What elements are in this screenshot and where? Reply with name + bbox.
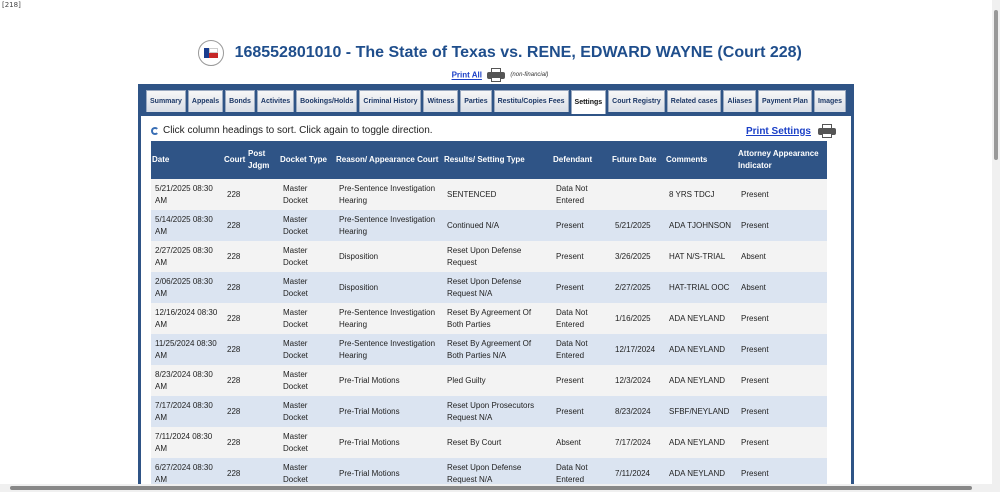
tab-activites[interactable]: Activites xyxy=(257,90,294,112)
table-cell: 228 xyxy=(223,458,247,489)
table-cell: Present xyxy=(737,396,827,427)
table-cell: Reset Upon Prosecutors Request N/A xyxy=(443,396,552,427)
table-cell: 8/23/2024 08:30 AM xyxy=(151,365,223,396)
table-cell: Data Not Entered xyxy=(552,179,611,210)
table-cell xyxy=(247,272,279,303)
column-header-reason-appearance-court[interactable]: Reason/ Appearance Court xyxy=(335,141,443,179)
table-cell: Disposition xyxy=(335,241,443,272)
refresh-icon[interactable] xyxy=(151,127,159,135)
column-header-court[interactable]: Court xyxy=(223,141,247,179)
table-cell: Disposition xyxy=(335,272,443,303)
table-cell: Present xyxy=(737,427,827,458)
column-header-results-setting-type[interactable]: Results/ Setting Type xyxy=(443,141,552,179)
table-cell: 7/17/2024 08:30 AM xyxy=(151,396,223,427)
table-cell: Pre-Sentence Investigation Hearing xyxy=(335,303,443,334)
table-cell: ADA NEYLAND xyxy=(665,303,737,334)
table-cell: Pre-Sentence Investigation Hearing xyxy=(335,210,443,241)
table-cell: Pre-Sentence Investigation Hearing xyxy=(335,179,443,210)
table-cell: Present xyxy=(737,303,827,334)
table-cell: 7/17/2024 xyxy=(611,427,665,458)
table-cell: Continued N/A xyxy=(443,210,552,241)
column-header-date[interactable]: Date xyxy=(151,141,223,179)
texas-seal-icon xyxy=(198,40,224,66)
table-cell xyxy=(247,427,279,458)
table-cell: 12/17/2024 xyxy=(611,334,665,365)
table-row xyxy=(151,365,827,396)
table-cell: Master Docket xyxy=(279,458,335,489)
table-cell: Reset By Agreement Of Both Parties N/A xyxy=(443,334,552,365)
printer-icon[interactable] xyxy=(487,68,505,82)
table-cell: 2/27/2025 xyxy=(611,272,665,303)
table-cell: Reset Upon Defense Request N/A xyxy=(443,272,552,303)
tab-bookings-holds[interactable]: Bookings/Holds xyxy=(296,90,357,112)
table-cell: Present xyxy=(552,241,611,272)
table-cell: Data Not Entered xyxy=(552,334,611,365)
column-header-future-date[interactable]: Future Date xyxy=(611,141,665,179)
table-cell: 8 YRS TDCJ xyxy=(665,179,737,210)
table-cell: ADA NEYLAND xyxy=(665,365,737,396)
tab-settings[interactable]: Settings xyxy=(571,90,607,114)
table-cell: Master Docket xyxy=(279,210,335,241)
table-cell: Pre-Trial Motions xyxy=(335,396,443,427)
table-cell: Present xyxy=(737,210,827,241)
tab-aliases[interactable]: Aliases xyxy=(723,90,756,112)
table-cell: Master Docket xyxy=(279,272,335,303)
table-cell: 6/27/2024 08:30 AM xyxy=(151,458,223,489)
tab-summary[interactable]: Summary xyxy=(146,90,186,112)
table-cell xyxy=(247,179,279,210)
table-cell xyxy=(247,210,279,241)
print-all-link[interactable]: Print All xyxy=(451,70,482,80)
settings-content xyxy=(141,116,851,492)
title-row xyxy=(0,40,1000,70)
table-cell: Pre-Sentence Investigation Hearing xyxy=(335,334,443,365)
table-cell: 7/11/2024 08:30 AM xyxy=(151,427,223,458)
table-cell: ADA NEYLAND xyxy=(665,427,737,458)
table-cell: Pre-Trial Motions xyxy=(335,365,443,396)
table-cell: SFBF/NEYLAND xyxy=(665,396,737,427)
table-cell: 11/25/2024 08:30 AM xyxy=(151,334,223,365)
table-cell: 7/11/2024 xyxy=(611,458,665,489)
table-cell: Pre-Trial Motions xyxy=(335,458,443,489)
table-cell: 228 xyxy=(223,365,247,396)
table-cell xyxy=(611,179,665,210)
table-cell: Present xyxy=(737,334,827,365)
table-row xyxy=(151,334,827,365)
tab-related-cases[interactable]: Related cases xyxy=(667,90,722,112)
table-cell: ADA NEYLAND xyxy=(665,334,737,365)
tab-parties[interactable]: Parties xyxy=(460,90,491,112)
table-cell: HAT N/S-TRIAL xyxy=(665,241,737,272)
table-row xyxy=(151,241,827,272)
table-row xyxy=(151,210,827,241)
table-cell: Present xyxy=(552,396,611,427)
sort-hint xyxy=(151,125,433,136)
table-cell: 228 xyxy=(223,303,247,334)
table-cell xyxy=(247,241,279,272)
print-settings xyxy=(746,124,839,138)
table-cell: Master Docket xyxy=(279,365,335,396)
tab-appeals[interactable]: Appeals xyxy=(188,90,223,112)
settings-table xyxy=(151,141,827,489)
table-cell: 5/21/2025 xyxy=(611,210,665,241)
table-row xyxy=(151,179,827,210)
table-cell: Master Docket xyxy=(279,396,335,427)
vertical-scrollbar[interactable] xyxy=(992,0,1000,492)
table-cell: Data Not Entered xyxy=(552,458,611,489)
non-financial-note: (non-financial) xyxy=(510,72,549,78)
table-cell xyxy=(247,396,279,427)
corner-label: [218] xyxy=(2,1,21,9)
table-cell: 228 xyxy=(223,427,247,458)
table-row xyxy=(151,272,827,303)
table-cell: 12/3/2024 xyxy=(611,365,665,396)
column-header-comments[interactable]: Comments xyxy=(665,141,737,179)
table-cell: 8/23/2024 xyxy=(611,396,665,427)
table-cell: HAT-TRIAL OOC xyxy=(665,272,737,303)
table-cell: Present xyxy=(737,458,827,489)
vertical-scroll-thumb[interactable] xyxy=(994,10,998,160)
table-cell: Reset By Court xyxy=(443,427,552,458)
table-cell: 5/14/2025 08:30 AM xyxy=(151,210,223,241)
tab-bar xyxy=(146,90,848,114)
table-cell: 228 xyxy=(223,334,247,365)
table-cell: 228 xyxy=(223,272,247,303)
table-cell: 1/16/2025 xyxy=(611,303,665,334)
tab-payment-plan[interactable]: Payment Plan xyxy=(758,90,812,112)
case-panel xyxy=(138,84,854,492)
table-row xyxy=(151,303,827,334)
print-settings-link[interactable]: Print Settings xyxy=(745,125,811,137)
tab-criminal-history[interactable]: Criminal History xyxy=(359,90,421,112)
printer-icon[interactable] xyxy=(818,124,836,138)
case-title: 168552801010 - The State of Texas vs. RENE, EDWARD WAYNE (Court 228) xyxy=(234,44,802,61)
table-cell: Master Docket xyxy=(279,334,335,365)
table-cell: 3/26/2025 xyxy=(611,241,665,272)
table-cell: Reset Upon Defense Request xyxy=(443,241,552,272)
column-header-defendant[interactable]: Defendant xyxy=(552,141,611,179)
tab-witness[interactable]: Witness xyxy=(423,90,458,112)
table-cell: 5/21/2025 08:30 AM xyxy=(151,179,223,210)
table-cell: ADA NEYLAND xyxy=(665,458,737,489)
table-cell: SENTENCED xyxy=(443,179,552,210)
sort-hint-text: Click column headings to sort. Click again to toggle direction. xyxy=(163,125,433,136)
table-cell: Present xyxy=(737,179,827,210)
print-all-row xyxy=(0,68,1000,82)
horizontal-scroll-thumb[interactable] xyxy=(10,486,972,490)
column-header-attorney-appearance-indicator[interactable]: Attorney Appearance Indicator xyxy=(737,141,827,179)
table-row xyxy=(151,396,827,427)
table-cell: 228 xyxy=(223,179,247,210)
tab-court-registry[interactable]: Court Registry xyxy=(608,90,665,112)
table-cell: Present xyxy=(552,272,611,303)
table-cell xyxy=(247,365,279,396)
column-header-docket-type[interactable]: Docket Type xyxy=(279,141,335,179)
table-cell: 2/06/2025 08:30 AM xyxy=(151,272,223,303)
table-cell: Pre-Trial Motions xyxy=(335,427,443,458)
table-cell: Master Docket xyxy=(279,427,335,458)
column-header-post-jdgm[interactable]: Post Jdgm xyxy=(247,141,279,179)
table-cell: 228 xyxy=(223,210,247,241)
table-cell: Master Docket xyxy=(279,303,335,334)
table-cell: Absent xyxy=(737,272,827,303)
table-cell: Reset Upon Defense Request N/A xyxy=(443,458,552,489)
table-cell: Absent xyxy=(552,427,611,458)
table-cell: Present xyxy=(737,365,827,396)
tab-images[interactable]: Images xyxy=(814,90,846,112)
table-cell: Master Docket xyxy=(279,179,335,210)
table-cell: Pled Guilty xyxy=(443,365,552,396)
table-cell: Master Docket xyxy=(279,241,335,272)
tab-bonds[interactable]: Bonds xyxy=(225,90,255,112)
table-cell: Data Not Entered xyxy=(552,303,611,334)
table-cell xyxy=(247,303,279,334)
table-cell: Present xyxy=(552,210,611,241)
table-cell: Present xyxy=(552,365,611,396)
table-cell: ADA TJOHNSON xyxy=(665,210,737,241)
table-cell: 228 xyxy=(223,396,247,427)
table-cell xyxy=(247,334,279,365)
table-cell: Absent xyxy=(737,241,827,272)
horizontal-scrollbar[interactable] xyxy=(0,484,992,492)
table-header-row xyxy=(151,141,827,179)
tab-restitu-copies-fees[interactable]: Restitu/Copies Fees xyxy=(494,90,569,112)
table-cell: 228 xyxy=(223,241,247,272)
table-row xyxy=(151,427,827,458)
table-cell: 12/16/2024 08:30 AM xyxy=(151,303,223,334)
table-cell: Reset By Agreement Of Both Parties xyxy=(443,303,552,334)
table-cell: 2/27/2025 08:30 AM xyxy=(151,241,223,272)
